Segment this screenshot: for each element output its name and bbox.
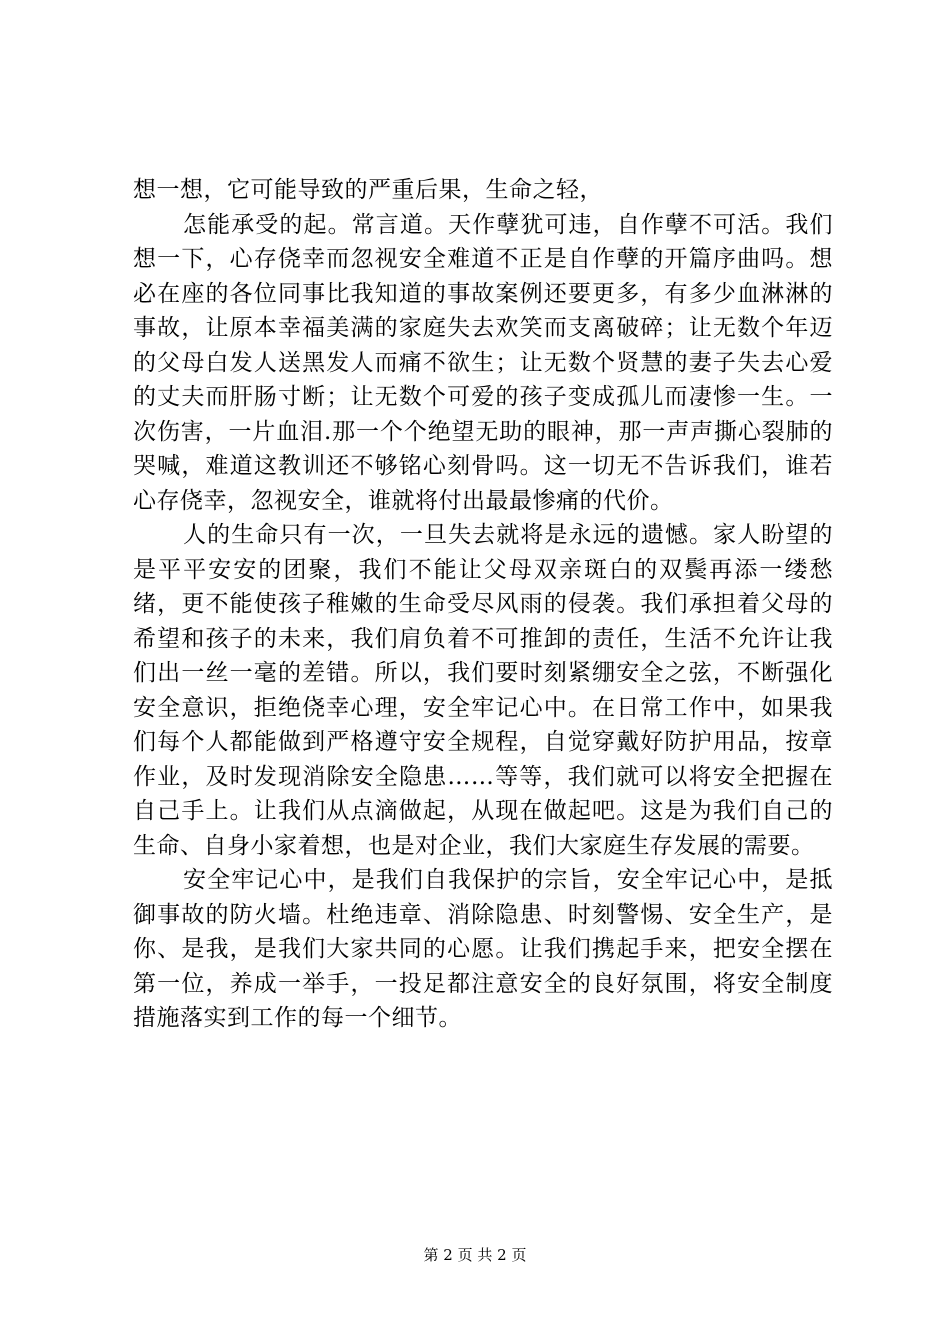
page-number-footer: 第 2 页 共 2 页 — [423, 1246, 527, 1264]
paragraph-2: 怎能承受的起。常言道。天作孽犹可违，自作孽不可活。我们想一下，心存侥幸而忽视安全难道不正是自作孽的开篇序曲吗。想必在座的各位同事比我知道的事故案例还要更多，有多少血淋淋的事故，让原本幸福美满的家庭失去欢笑而支离破碎；让无数个年迈的父母白发人送黑发人而痛不欲生；让无数个贤慧的妻子失去心爱的丈夫而肝肠寸断；让无数个可爱的孩子变成孤儿而凄惨一生。一次伤害，一片血泪.那一个个绝望无助的眼神，那一声声撕心裂肺的哭喊，难道这教训还不够铭心刻骨吗。这一切无不告诉我们，谁若心存侥幸，忽视安全，谁就将付出最最惨痛的代价。 — [133, 211, 833, 514]
document-body — [133, 173, 833, 1036]
paragraph-4: 安全牢记心中，是我们自我保护的宗旨，安全牢记心中，是抵御事故的防火墙。杜绝违章、消除隐患、时刻警惕、安全生产，是你、是我，是我们大家共同的心愿。让我们携起手来，把安全摆在第一位，养成一举手，一投足都注意安全的良好氛围，将安全制度措施落实到工作的每一个细节。 — [133, 867, 833, 1031]
paragraph-1: 想一想，它可能导致的严重后果，生命之轻， — [133, 177, 603, 203]
paragraph-3: 人的生命只有一次，一旦失去就将是永远的遗憾。家人盼望的是平平安安的团聚，我们不能让父母双亲斑白的双鬓再添一缕愁绪，更不能使孩子稚嫩的生命受尽风雨的侵袭。我们承担着父母的希望和孩子的未来，我们肩负着不可推卸的责任，生活不允许让我们出一丝一毫的差错。所以，我们要时刻紧绷安全之弦，不断强化安全意识，拒绝侥幸心理，安全牢记心中。在日常工作中，如果我们每个人都能做到严格遵守安全规程，自觉穿戴好防护用品，按章作业，及时发现消除安全隐患……等等，我们就可以将安全把握在自己手上。让我们从点滴做起，从现在做起吧。这是为我们自己的生命、自身小家着想，也是对企业，我们大家庭生存发展的需要。 — [133, 522, 833, 859]
